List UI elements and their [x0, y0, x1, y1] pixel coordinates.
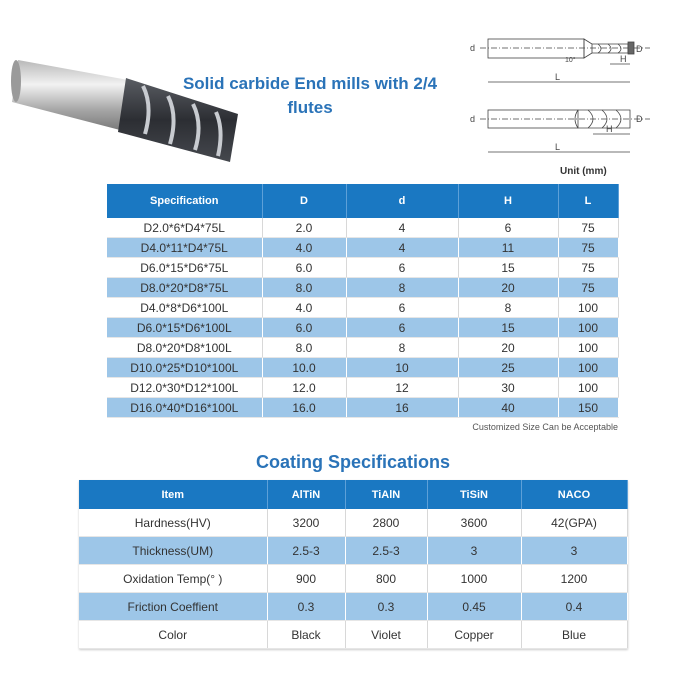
cell: 8.0 — [262, 278, 346, 298]
table-row — [107, 278, 618, 298]
cell: 75 — [558, 258, 618, 278]
col-header-specification: Specification — [107, 184, 262, 218]
cell: D12.0*30*D12*100L — [107, 378, 262, 398]
table-row — [107, 218, 618, 238]
table-row — [107, 358, 618, 378]
cell: Color — [79, 621, 267, 649]
cell: Oxidation Temp(° ) — [79, 565, 267, 593]
cell: 16.0 — [262, 398, 346, 418]
cell: 42(GPA) — [521, 509, 627, 537]
cell: 75 — [558, 278, 618, 298]
col-header-altin: AlTiN — [267, 480, 345, 509]
svg-text:H: H — [606, 124, 613, 134]
cell: 20 — [458, 278, 558, 298]
cell: 25 — [458, 358, 558, 378]
coating-title: Coating Specifications — [255, 452, 451, 472]
cell: 4 — [346, 218, 458, 238]
table-row — [107, 298, 618, 318]
cell: 8 — [458, 298, 558, 318]
cell: 100 — [558, 378, 618, 398]
technical-drawing — [460, 12, 660, 162]
col-header-D: D — [262, 184, 346, 218]
title-line-1: Solid carbide End mills with 2/4 — [182, 74, 438, 93]
col-header-item: Item — [79, 480, 267, 509]
cell: 100 — [558, 338, 618, 358]
table-row — [107, 318, 618, 338]
L-label-top: L — [555, 72, 561, 82]
cell: 10.0 — [262, 358, 346, 378]
col-header-L: L — [558, 184, 618, 218]
cell: D6.0*15*D6*100L — [107, 318, 262, 338]
cell: 30 — [458, 378, 558, 398]
cell: 8 — [346, 278, 458, 298]
cell: 6.0 — [262, 318, 346, 338]
spec-table — [107, 184, 619, 418]
cell: D10.0*25*D10*100L — [107, 358, 262, 378]
table-row — [107, 258, 618, 278]
cell: 16 — [346, 398, 458, 418]
cell: Violet — [345, 621, 427, 649]
cell: 0.3 — [345, 593, 427, 621]
cell: 1000 — [427, 565, 521, 593]
cell: 2.5-3 — [345, 537, 427, 565]
cell: 150 — [558, 398, 618, 418]
cell: 4 — [346, 238, 458, 258]
cell: D2.0*6*D4*75L — [107, 218, 262, 238]
spec-table-header — [107, 184, 618, 218]
cell: 75 — [558, 238, 618, 258]
table-row — [79, 621, 627, 649]
coating-table — [79, 480, 628, 649]
table-row — [79, 593, 627, 621]
table-row — [107, 338, 618, 358]
custom-size-note: Customized Size Can be Acceptable — [472, 422, 618, 432]
cell: 2.5-3 — [267, 537, 345, 565]
cell: D6.0*15*D6*75L — [107, 258, 262, 278]
cell: 40 — [458, 398, 558, 418]
cell: D4.0*8*D6*100L — [107, 298, 262, 318]
cell: 11 — [458, 238, 558, 258]
cell: 900 — [267, 565, 345, 593]
table-row — [79, 509, 627, 537]
product-title — [150, 72, 470, 120]
cell: D8.0*20*D8*75L — [107, 278, 262, 298]
cell: Thickness(UM) — [79, 537, 267, 565]
cell: 75 — [558, 218, 618, 238]
unit-label: Unit (mm) — [560, 166, 607, 177]
cell: 12 — [346, 378, 458, 398]
cell: 12.0 — [262, 378, 346, 398]
cell: Copper — [427, 621, 521, 649]
cell: 0.3 — [267, 593, 345, 621]
cell: 0.45 — [427, 593, 521, 621]
svg-text:d: d — [470, 114, 476, 124]
svg-text:10°: 10° — [565, 57, 576, 64]
cell: 800 — [345, 565, 427, 593]
cell: D4.0*11*D4*75L — [107, 238, 262, 258]
cell: 3 — [427, 537, 521, 565]
cell: 0.4 — [521, 593, 627, 621]
table-row — [107, 238, 618, 258]
cell: 4.0 — [262, 238, 346, 258]
cell: 3600 — [427, 509, 521, 537]
col-header-d: d — [346, 184, 458, 218]
cell: 8.0 — [262, 338, 346, 358]
cell: 15 — [458, 318, 558, 338]
cell: 1200 — [521, 565, 627, 593]
cell: 4.0 — [262, 298, 346, 318]
table-row — [79, 537, 627, 565]
table-row — [107, 398, 618, 418]
cell: Black — [267, 621, 345, 649]
cell: D8.0*20*D8*100L — [107, 338, 262, 358]
cell: 2.0 — [262, 218, 346, 238]
coating-table-header — [79, 480, 627, 509]
cell: 6 — [346, 298, 458, 318]
title-line-2: flutes — [287, 98, 333, 117]
cell: 20 — [458, 338, 558, 358]
cell: 6 — [346, 318, 458, 338]
col-header-naco: NACO — [521, 480, 627, 509]
table-row — [79, 565, 627, 593]
col-header-tisin: TiSiN — [427, 480, 521, 509]
cell: D16.0*40*D16*100L — [107, 398, 262, 418]
cell: 10 — [346, 358, 458, 378]
col-header-H: H — [458, 184, 558, 218]
svg-text:H: H — [620, 54, 627, 64]
cell: 3 — [521, 537, 627, 565]
cell: Friction Coeffient — [79, 593, 267, 621]
cell: 100 — [558, 358, 618, 378]
table-row — [107, 378, 618, 398]
cell: 100 — [558, 298, 618, 318]
svg-text:D: D — [636, 114, 643, 124]
svg-text:L: L — [555, 142, 561, 152]
cell: 6.0 — [262, 258, 346, 278]
svg-text:D: D — [636, 44, 643, 54]
cell: 6 — [346, 258, 458, 278]
svg-text:d: d — [470, 43, 476, 53]
cell: 2800 — [345, 509, 427, 537]
cell: 8 — [346, 338, 458, 358]
cell: 15 — [458, 258, 558, 278]
col-header-tialn: TiAlN — [345, 480, 427, 509]
cell: Blue — [521, 621, 627, 649]
cell: Hardness(HV) — [79, 509, 267, 537]
cell: 3200 — [267, 509, 345, 537]
cell: 6 — [458, 218, 558, 238]
cell: 100 — [558, 318, 618, 338]
